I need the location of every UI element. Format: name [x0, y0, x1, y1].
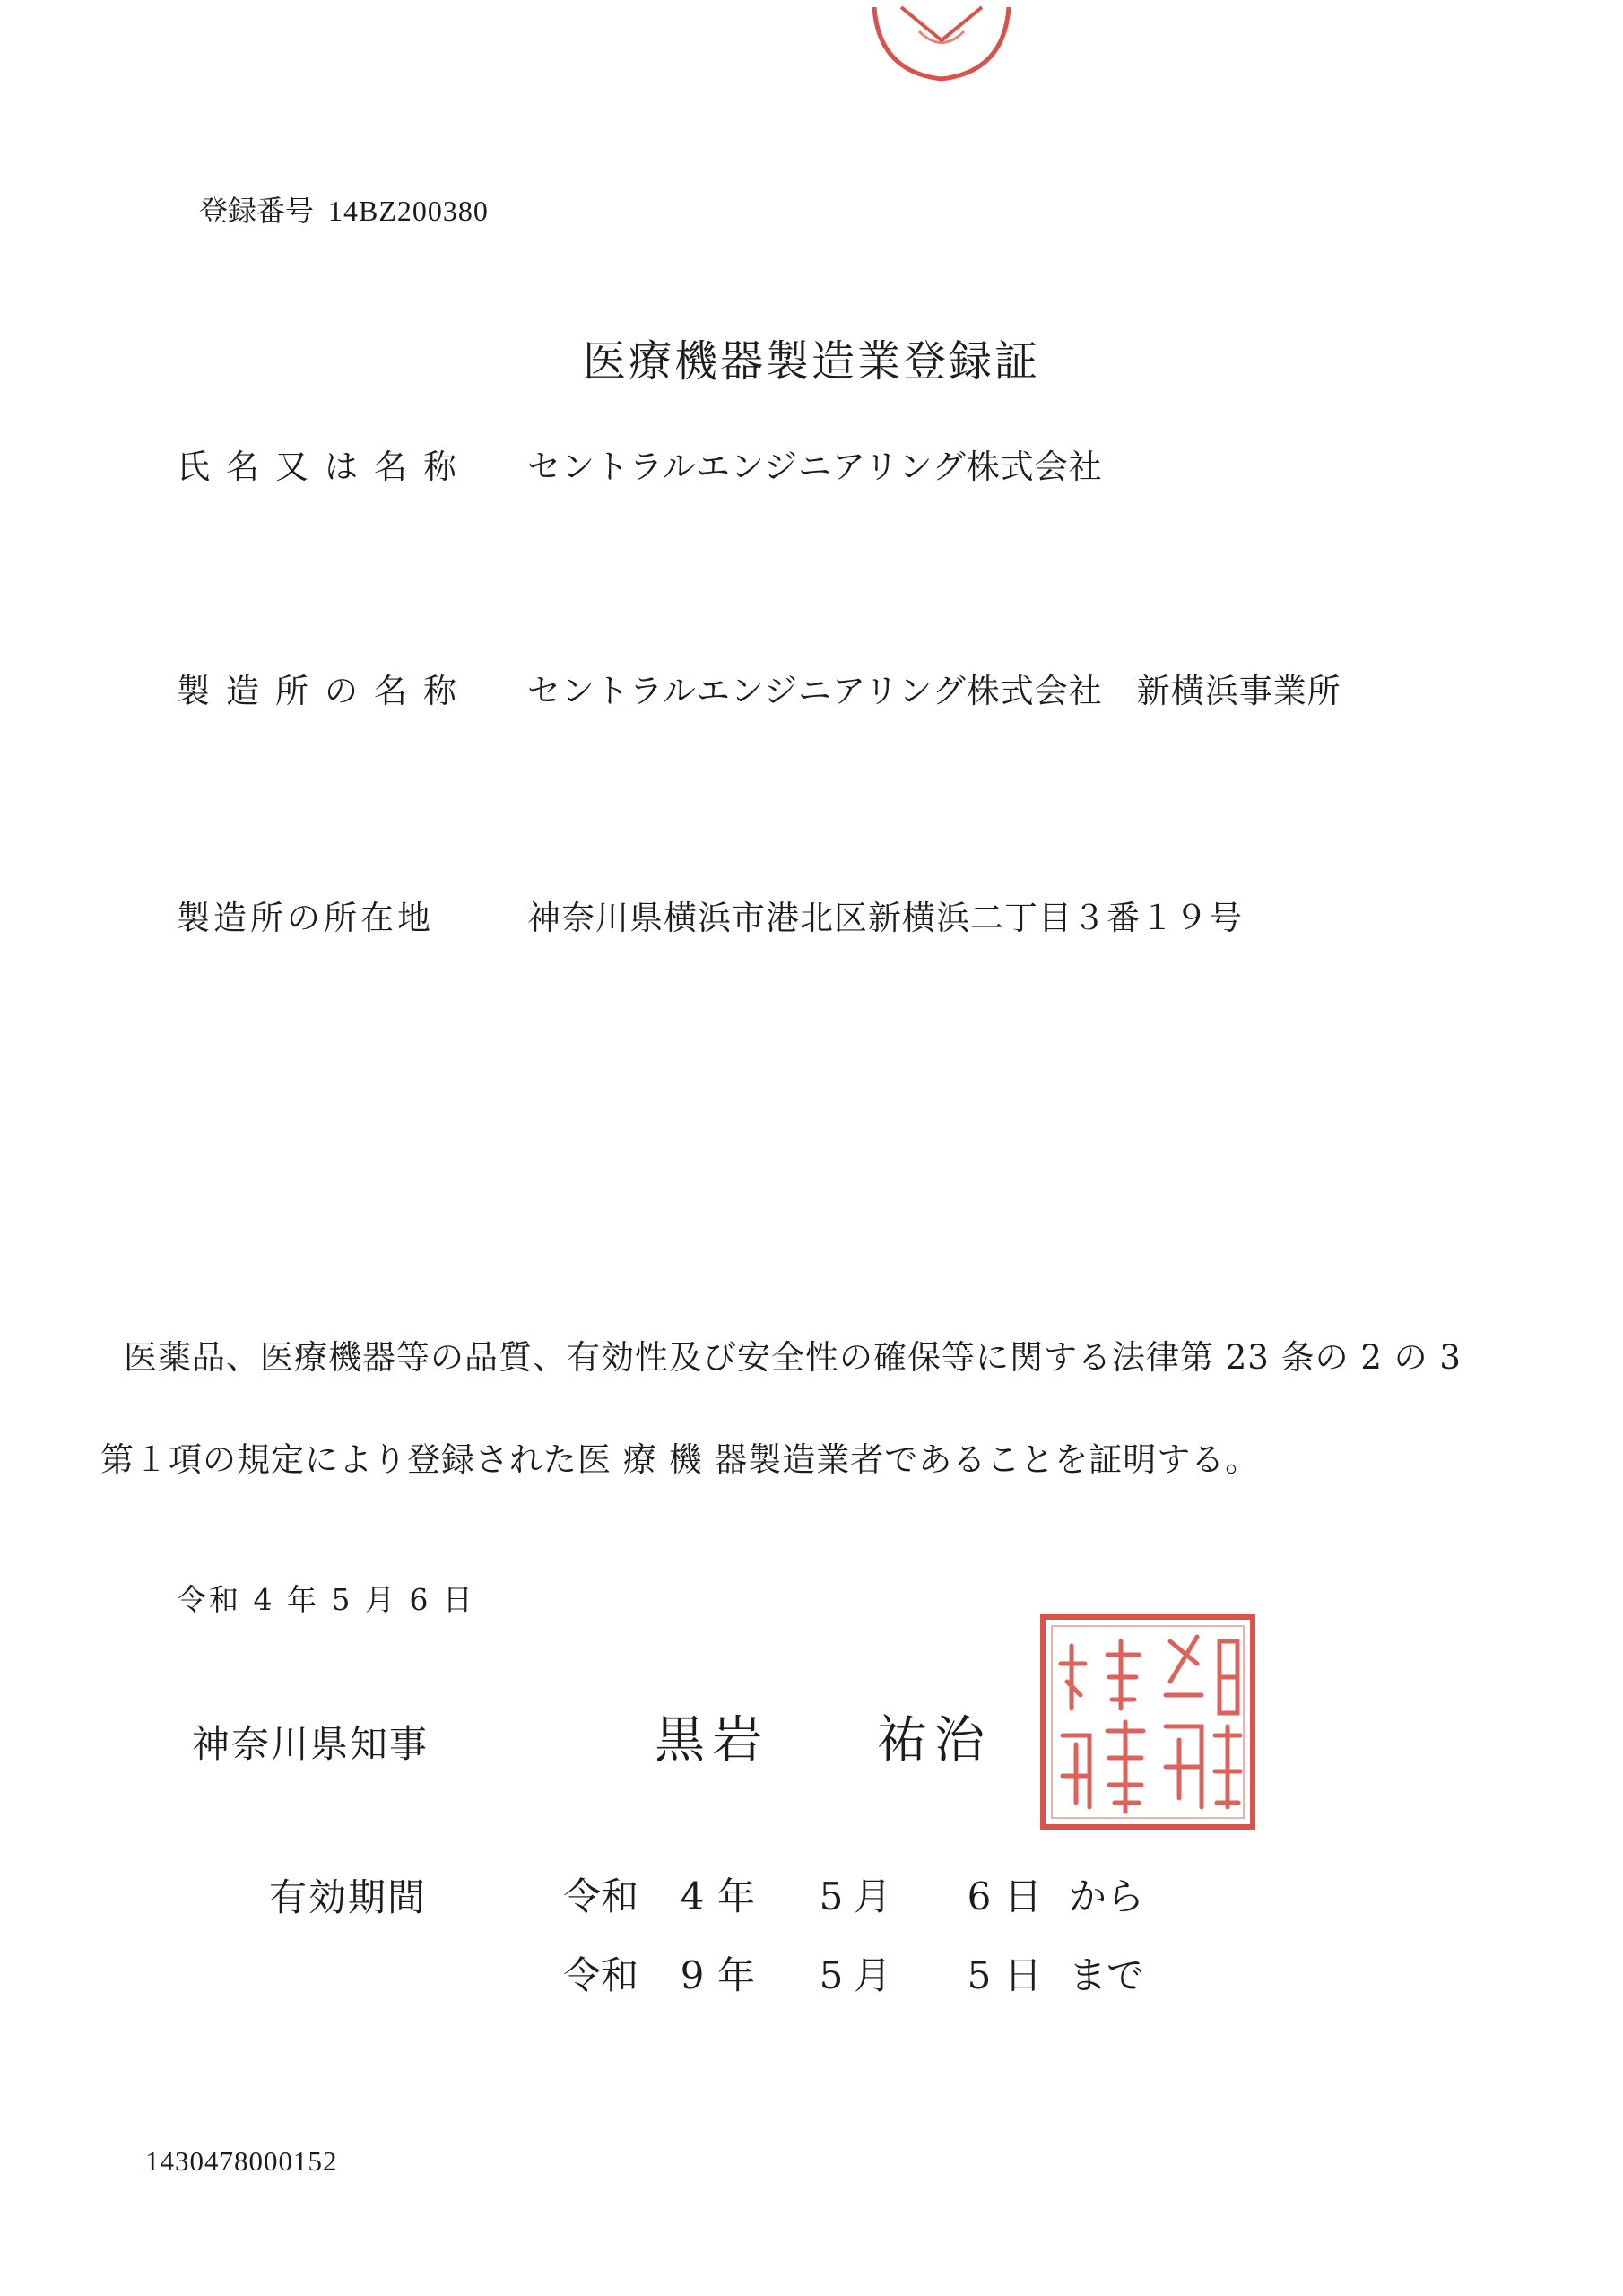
signature-given-name: 祐治: [877, 1711, 992, 1770]
validity-from-era: 令和: [563, 1874, 639, 1918]
partial-seal-stamp: [865, 0, 1018, 90]
validity-to-month-unit: 月: [854, 1953, 892, 1997]
validity-to-suffix: まで: [1069, 1953, 1145, 1997]
field-value-name: セントラルエンジニアリング株式会社: [527, 448, 1103, 486]
validity-to: [563, 1946, 1144, 2000]
validity-from-day: 6: [967, 1874, 992, 1918]
validity-to-year-unit: 年: [717, 1953, 756, 1997]
registration-label: 登録番号: [199, 194, 315, 228]
issue-date: 令和 4 年 5 月 6 日: [177, 1582, 475, 1617]
field-label-facility-name: 製造所の名称: [177, 672, 473, 710]
validity-to-month: 5: [819, 1953, 844, 1997]
validity-label: 有効期間: [269, 1875, 428, 1919]
issuer-title: 神奈川県知事: [192, 1722, 430, 1766]
field-label-facility-address: 製造所の所在地: [177, 899, 434, 937]
validity-to-day-unit: 日: [1004, 1953, 1043, 1997]
document-id: 1430478000152: [145, 2145, 338, 2177]
validity-from-suffix: から: [1069, 1874, 1145, 1918]
certification-line-2: 第１項の規定により登録された医 療 機 器製造業者であることを証明する。: [100, 1440, 1260, 1479]
validity-to-year: 9: [680, 1953, 705, 1997]
field-value-facility-address: 神奈川県横浜市港北区新横浜二丁目３番１９号: [527, 899, 1243, 937]
issuer-signature: [655, 1700, 992, 1772]
signature-family-name: 黒岩: [655, 1711, 769, 1770]
registration-number: [199, 188, 489, 230]
governor-seal: [1036, 1610, 1260, 1834]
document-title: 医療機器製造業登録証: [582, 336, 1040, 387]
field-label-name: 氏名又は名称: [177, 448, 473, 486]
validity-from-year-unit: 年: [717, 1874, 756, 1918]
validity-to-day: 5: [967, 1953, 992, 1997]
validity-from-day-unit: 日: [1004, 1874, 1043, 1918]
validity-from-year: 4: [680, 1874, 705, 1918]
field-value-facility-name: セントラルエンジニアリング株式会社 新横浜事業所: [527, 672, 1341, 710]
validity-to-era: 令和: [563, 1953, 639, 1997]
validity-from-month: 5: [819, 1874, 844, 1918]
validity-from-month-unit: 月: [854, 1874, 892, 1918]
validity-from: [563, 1867, 1144, 1921]
registration-value: 14BZ200380: [328, 195, 489, 227]
certification-line-1: 医薬品、医療機器等の品質、有効性及び安全性の確保等に関する法律第 23 条の 2 の 3: [124, 1338, 1462, 1377]
